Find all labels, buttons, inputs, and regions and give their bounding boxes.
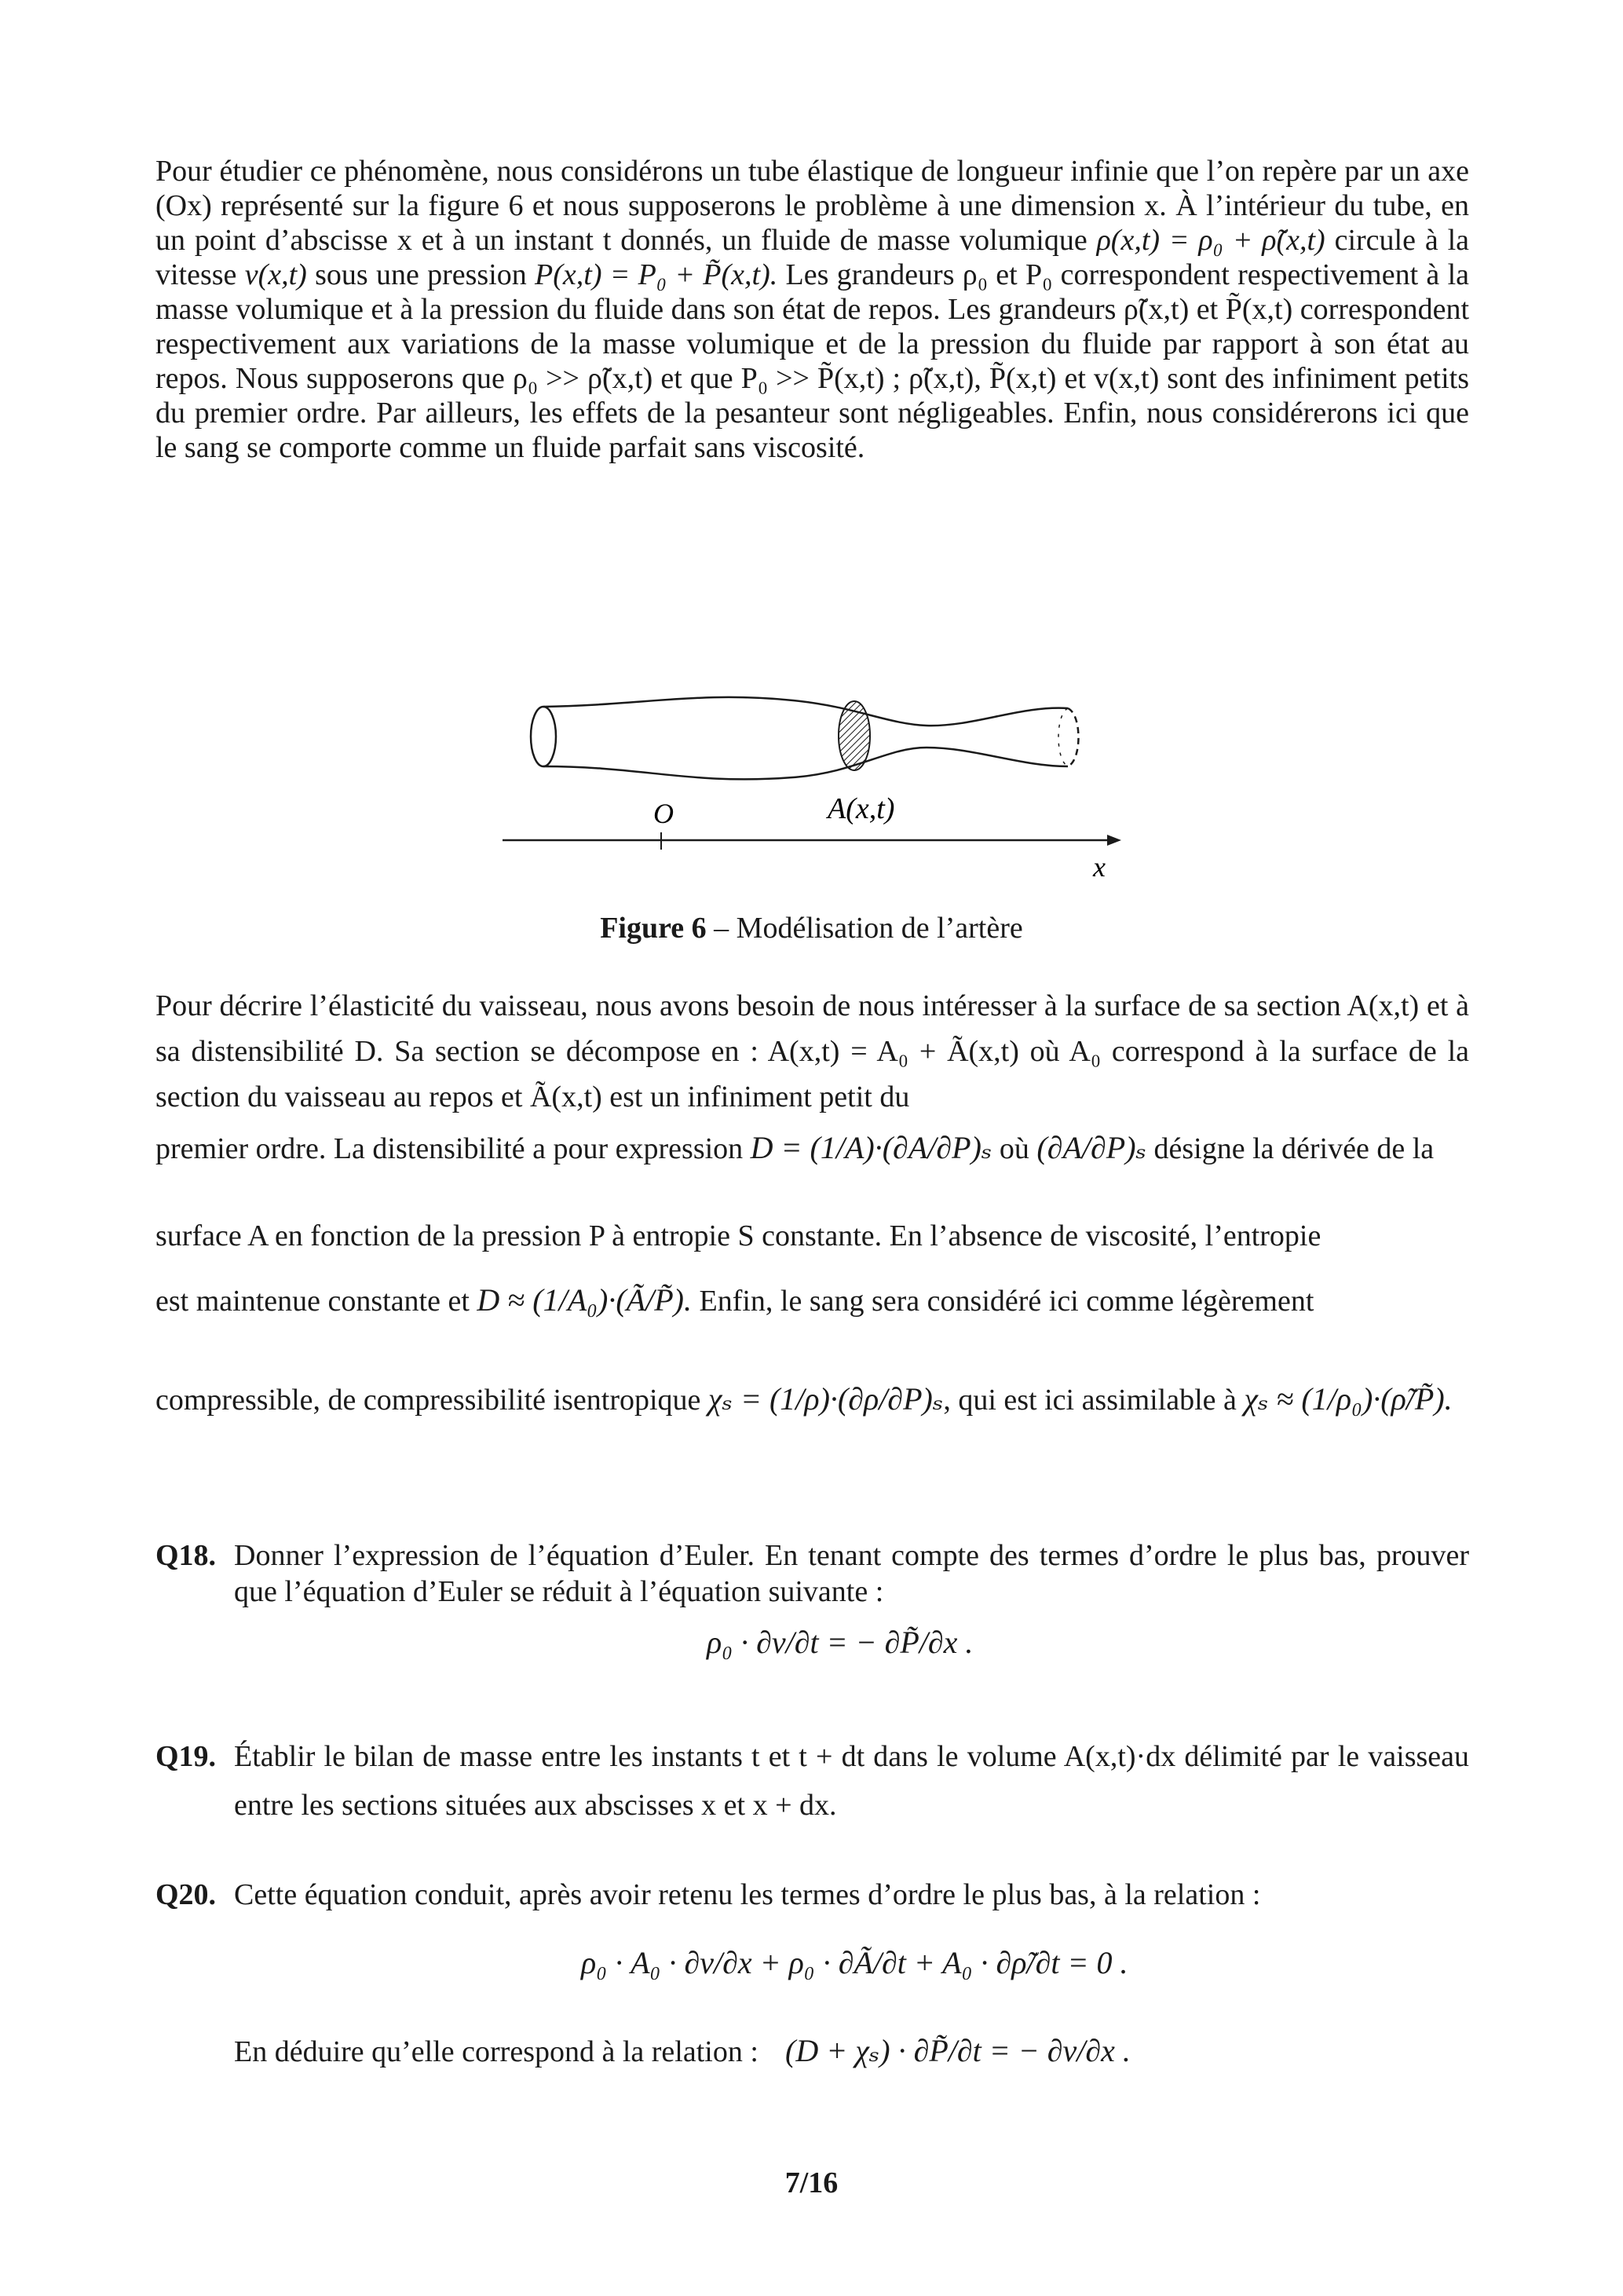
compressibility-equation: χₛ = (1/ρ)·(∂ρ/∂P)ₛ <box>707 1381 944 1417</box>
distensibility-equation: D = (1/A)·(∂A/∂P)ₛ <box>750 1130 992 1165</box>
intro-mid1: circule à la vitesse <box>155 224 1469 291</box>
elasticity-p3: surface A en fonction de la pression P à entropie S constante. En l’absence de viscosité, l’entropie <box>155 1219 1321 1252</box>
question-19 <box>155 1738 1469 1833</box>
question-20-text2: En déduire qu’elle correspond à la relation : <box>234 2035 758 2068</box>
axis-label: x <box>1093 851 1106 883</box>
rho-definition: ρ(x,t) = ρ₀ + ρ̃(x,t) <box>1096 224 1325 257</box>
figure-caption <box>0 911 1623 945</box>
mass-balance-equation: ρ₀ · A₀ · ∂v/∂x + ρ₀ · ∂Ã/∂t + A₀ · ∂ρ̃/∂t = 0 . <box>581 1945 1128 1980</box>
question-20-text: Cette équation conduit, après avoir retenu les termes d’ordre le plus bas, à la relation : <box>234 1878 1261 1911</box>
origin-label: O <box>653 798 674 829</box>
question-19-text: Établir le bilan de masse entre les instants t et t + dt dans le volume A(x,t)·dx délimité par le vaisseau entre les sections situées aux abscisses x et x + dx. <box>234 1740 1469 1822</box>
section-label: A(x,t) <box>828 792 895 825</box>
question-18-number: Q18. <box>155 1539 217 1572</box>
approx-line <box>155 1283 1469 1318</box>
intro-line1: Pour étudier ce phénomène, nous considérons un tube élastique de longueur infinie que l’on repère par un axe (Ox) représenté sur la figure 6 et nous supposerons le problème à une dimension x. À l’intérieur du tube, en un point d’abscisse x et à un instant t donnés, un fluide de masse volumique <box>155 155 1469 257</box>
tube-shape <box>531 697 1079 780</box>
hatched-section <box>839 701 870 770</box>
elasticity-p4-a: est maintenue constante et <box>155 1285 470 1318</box>
page-number: 7/16 <box>784 2166 839 2199</box>
elasticity-paragraph <box>155 983 1469 1120</box>
intro-mid3: Les grandeurs ρ₀ et P₀ correspondent respectivement à la masse volumique et à la pression du fluide dans son état de repos. Les grandeurs ρ̃(x,t) et P̃(x,t) correspondent respectivement aux variations de la masse volumique et de la pression du fluide par rapport à son état au repos. Nous supposerons que ρ₀ >> ρ̃(x,t) et que P₀ >> P̃(x,t) ; ρ̃(x,t), P̃(x,t) et v(x,t) sont des infiniment petits du premier ordre. Par ailleurs, les effets de la pesanteur sont négligeables. Enfin, nous considérerons ici que le sang se comporte comme un fluide parfait sans viscosité. <box>155 258 1469 464</box>
intro-mid2: sous une pression <box>315 258 527 291</box>
figure-caption-text: – Modélisation de l’artère <box>706 912 1023 945</box>
figure-caption-number: Figure 6 <box>600 912 707 945</box>
question-20 <box>155 1877 1469 1924</box>
elasticity-p2-c: désigne la dérivée de la <box>1153 1132 1435 1165</box>
question-20-number: Q20. <box>155 1878 217 1911</box>
question-19-number: Q19. <box>155 1740 217 1773</box>
v-definition: v(x,t) <box>244 258 307 291</box>
surface-line <box>155 1219 1469 1253</box>
question-18-text: Donner l’expression de l’équation d’Euler. En tenant compte des termes d’ordre le plus bas, prouver que l’équation d’Euler se réduit à l’équation suivante : <box>234 1539 1469 1608</box>
euler-equation: ρ₀ · ∂v/∂t = − ∂P̃/∂x . <box>707 1625 974 1660</box>
elasticity-p4-b: Enfin, le sang sera considéré ici comme légèrement <box>699 1285 1314 1318</box>
elasticity-p2-a: premier ordre. La distensibilité a pour expression <box>155 1132 744 1165</box>
distensibility-line <box>155 1131 1469 1166</box>
artery-figure <box>487 691 1139 895</box>
elasticity-p5-b: , qui est ici assimilable à <box>943 1384 1237 1417</box>
elasticity-p2-b: où <box>999 1132 1029 1165</box>
approx-equation: D ≈ (1/A₀)·(Ã/P̃). <box>477 1282 692 1318</box>
final-relation-equation: (D + χₛ) · ∂P̃/∂t = − ∂v/∂x . <box>785 2033 1131 2068</box>
x-axis-arrow <box>1107 835 1121 846</box>
intro-paragraph <box>155 154 1469 465</box>
derivative-notation: (∂A/∂P)ₛ <box>1036 1130 1147 1165</box>
compressibility-line <box>155 1382 1469 1417</box>
elasticity-p5-a: compressible, de compressibilité isentropique <box>155 1384 701 1417</box>
compressibility-approx: χₛ ≈ (1/ρ₀)·(ρ̃/P̃). <box>1244 1381 1453 1417</box>
p-definition: P(x,t) = P₀ + P̃(x,t). <box>535 258 778 291</box>
elasticity-p1: Pour décrire l’élasticité du vaisseau, nous avons besoin de nous intéresser à la surface de sa section A(x,t) et à sa distensibilité D. Sa section se décompose en : A(x,t) = A₀ + Ã(x,t) où A₀ correspond à la surface de la section du vaisseau au repos et Ã(x,t) est un infiniment petit du <box>155 989 1469 1113</box>
